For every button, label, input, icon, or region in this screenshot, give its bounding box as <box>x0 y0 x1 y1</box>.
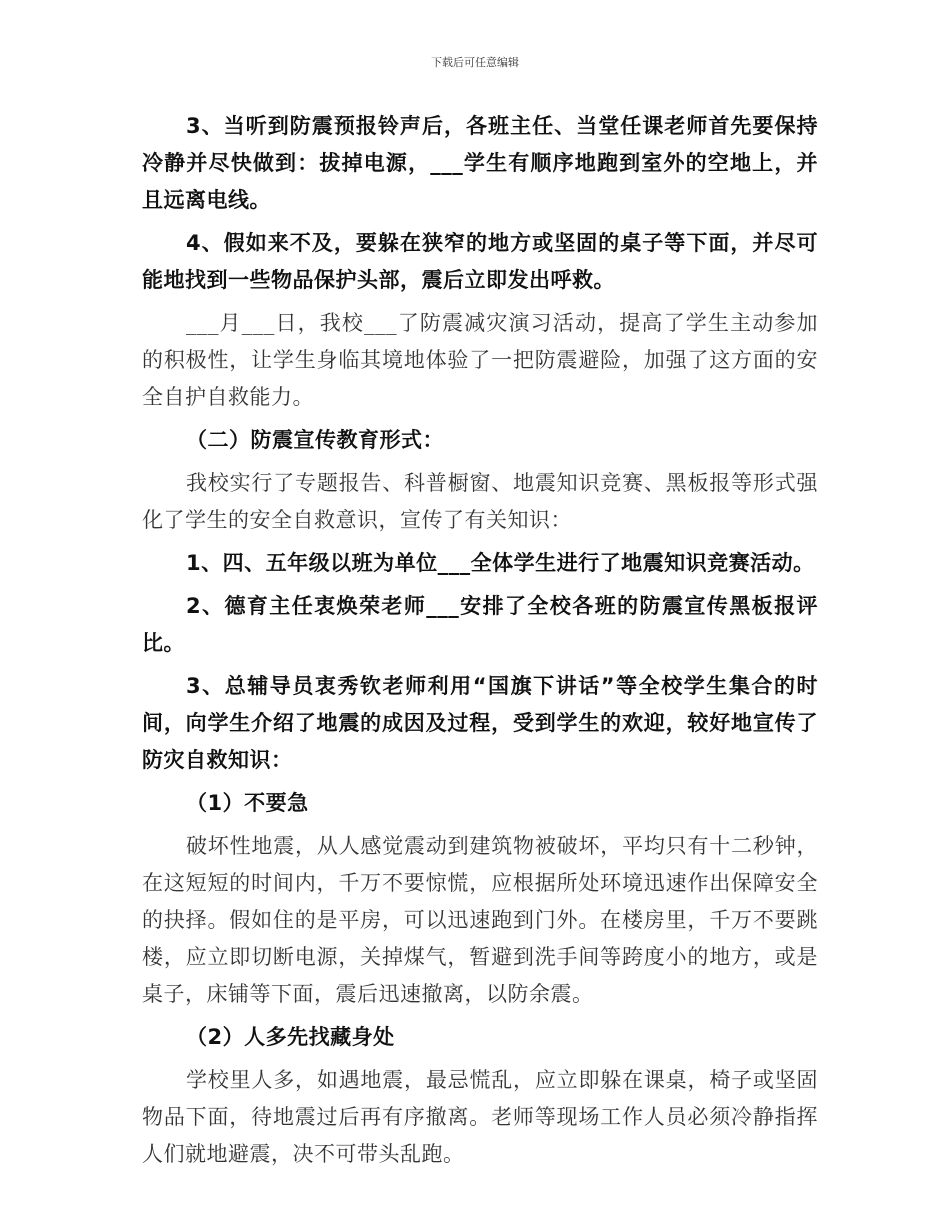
page-header: 下载后可任意编辑 <box>431 56 519 69</box>
paragraph-education-forms: 我校实行了专题报告、科普橱窗、地震知识竞赛、黑板报等形式强化了学生的安全自救意识，宣传了有关知识： <box>142 471 818 532</box>
paragraph-dont-panic: 破坏性地震，从人感觉震动到建筑物被破坏，平均只有十二秒钟，在这短短的时间内，千万不要惊慌，应根据所处环境迅速作出保障安全的抉择。假如住的是平房，可以迅速跑到门外。在楼房里，千万不要跳楼，应立即切断电源，关掉煤气，暂避到洗手间等跨度小的地方，或是桌子，床铺等下面，震后迅速撤离，以防余震。 <box>142 834 818 1006</box>
subheading-1: （1）不要急 <box>186 791 309 815</box>
paragraph-list-2: 2、德育主任衷焕荣老师___安排了全校各班的防震宣传黑板报评比。 <box>142 594 818 655</box>
paragraph-list-1: 1、四、五年级以班为单位___全体学生进行了地震知识竞赛活动。 <box>186 551 815 575</box>
paragraph-item-4: 4、假如来不及，要躲在狭窄的地方或坚固的桌子等下面，并尽可能地找到一些物品保护头部，震后立即发出呼救。 <box>142 231 818 292</box>
subheading-2: （2）人多先找藏身处 <box>186 1025 395 1049</box>
paragraph-drill-summary: ___月___日，我校___了防震减灾演习活动，提高了学生主动参加的积极性，让学生身临其境地体验了一把防震避险，加强了这方面的安全自护自救能力。 <box>142 311 818 409</box>
paragraph-crowd-shelter: 学校里人多，如遇地震，最忌慌乱，应立即躲在课桌，椅子或坚固物品下面，待地震过后再有序撤离。老师等现场工作人员必须冷静指挥人们就地避震，决不可带头乱跑。 <box>142 1068 818 1166</box>
document-body <box>142 108 818 1179</box>
paragraph-item-3: 3、当听到防震预报铃声后，各班主任、当堂任课老师首先要保持冷静并尽快做到：拔掉电源，___学生有顺序地跑到室外的空地上，并且远离电线。 <box>142 114 818 212</box>
paragraph-list-3: 3、总辅导员衷秀钦老师利用“国旗下讲话”等全校学生集合的时间，向学生介绍了地震的成因及过程，受到学生的欢迎，较好地宣传了防灾自救知识： <box>142 674 818 772</box>
section-heading-2: （二）防震宣传教育形式： <box>186 428 444 452</box>
